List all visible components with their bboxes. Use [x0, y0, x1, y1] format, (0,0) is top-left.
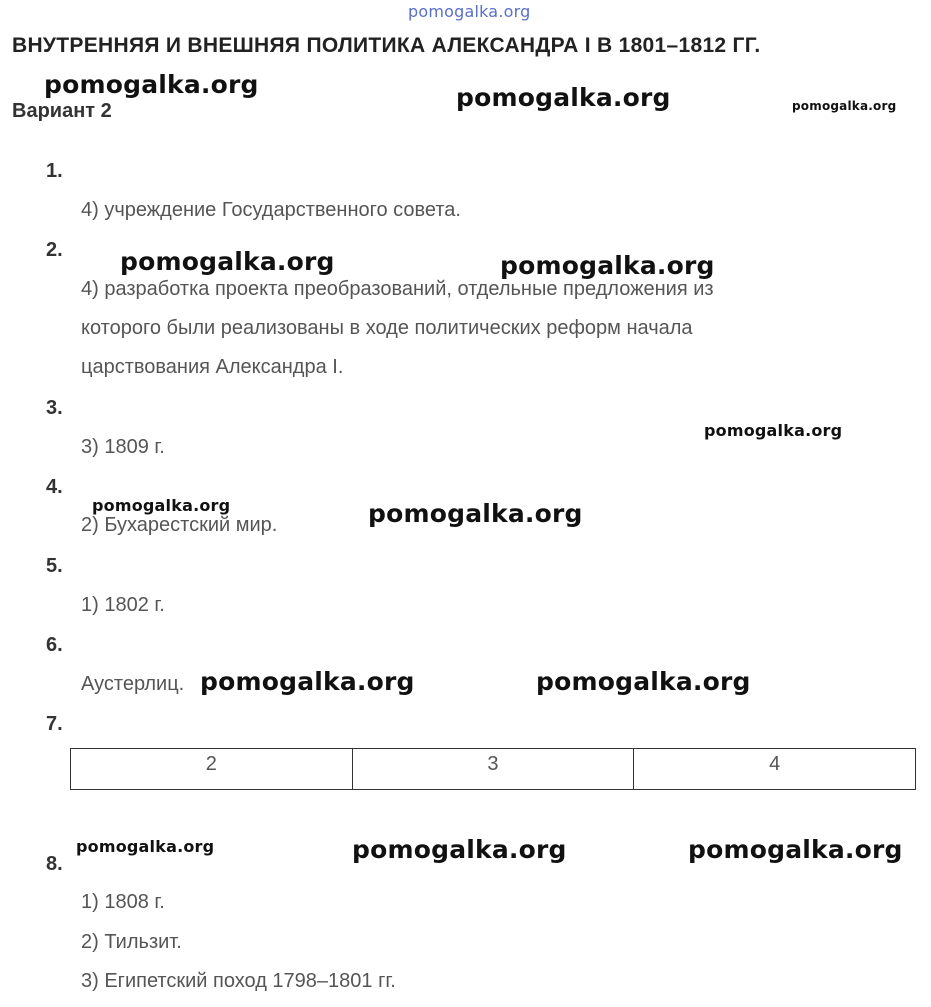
answer-text: Аустерлиц.: [81, 673, 185, 695]
table-cell: 4: [634, 749, 916, 790]
answer-text: 3) 1809 г.: [81, 436, 165, 458]
question-number: 3.: [46, 397, 63, 419]
watermark: pomogalka.org: [456, 83, 671, 112]
watermark: pomogalka.org: [76, 837, 215, 856]
answer-text: которого были реализованы в ходе политических реформ начала: [81, 317, 693, 339]
answer-text: 4) разработка проекта преобразований, отдельные предложения из: [81, 278, 714, 300]
watermark: pomogalka.org: [536, 667, 751, 696]
answer-text: 4) учреждение Государственного совета.: [81, 199, 461, 221]
watermark: pomogalka.org: [792, 99, 897, 113]
watermark: pomogalka.org: [704, 421, 843, 440]
question-number: 8.: [46, 853, 63, 875]
answer-text: 1) 1802 г.: [81, 594, 165, 616]
question-number: 4.: [46, 476, 63, 498]
question-number: 5.: [46, 555, 63, 577]
answer-text: царствования Александра I.: [81, 356, 344, 378]
answer-text: 2) Тильзит.: [81, 931, 182, 953]
watermark: pomogalka.org: [200, 667, 415, 696]
watermark: pomogalka.org: [368, 499, 583, 528]
variant-heading: Вариант 2: [12, 100, 112, 122]
table-cell: 2: [71, 749, 353, 790]
question-number: 2.: [46, 239, 63, 261]
watermark: pomogalka.org: [500, 251, 715, 280]
answer-text: 2) Бухарестский мир.: [81, 514, 278, 536]
answer-text: 3) Египетский поход 1798–1801 гг.: [81, 970, 396, 992]
watermark: pomogalka.org: [120, 247, 335, 276]
page-title: ВНУТРЕННЯЯ И ВНЕШНЯЯ ПОЛИТИКА АЛЕКСАНДРА I В 1801–1812 ГГ.: [12, 34, 761, 57]
answer-text: 1) 1808 г.: [81, 891, 165, 913]
question-number: 7.: [46, 713, 63, 735]
watermark: pomogalka.org: [92, 496, 231, 515]
site-link[interactable]: pomogalka.org: [408, 2, 531, 21]
table-cell: 3: [352, 749, 634, 790]
watermark: pomogalka.org: [352, 835, 567, 864]
watermark: pomogalka.org: [44, 70, 259, 99]
question-number: 1.: [46, 160, 63, 182]
watermark: pomogalka.org: [688, 835, 903, 864]
answer-table: [70, 748, 916, 790]
question-number: 6.: [46, 634, 63, 656]
table-row: [71, 749, 916, 790]
